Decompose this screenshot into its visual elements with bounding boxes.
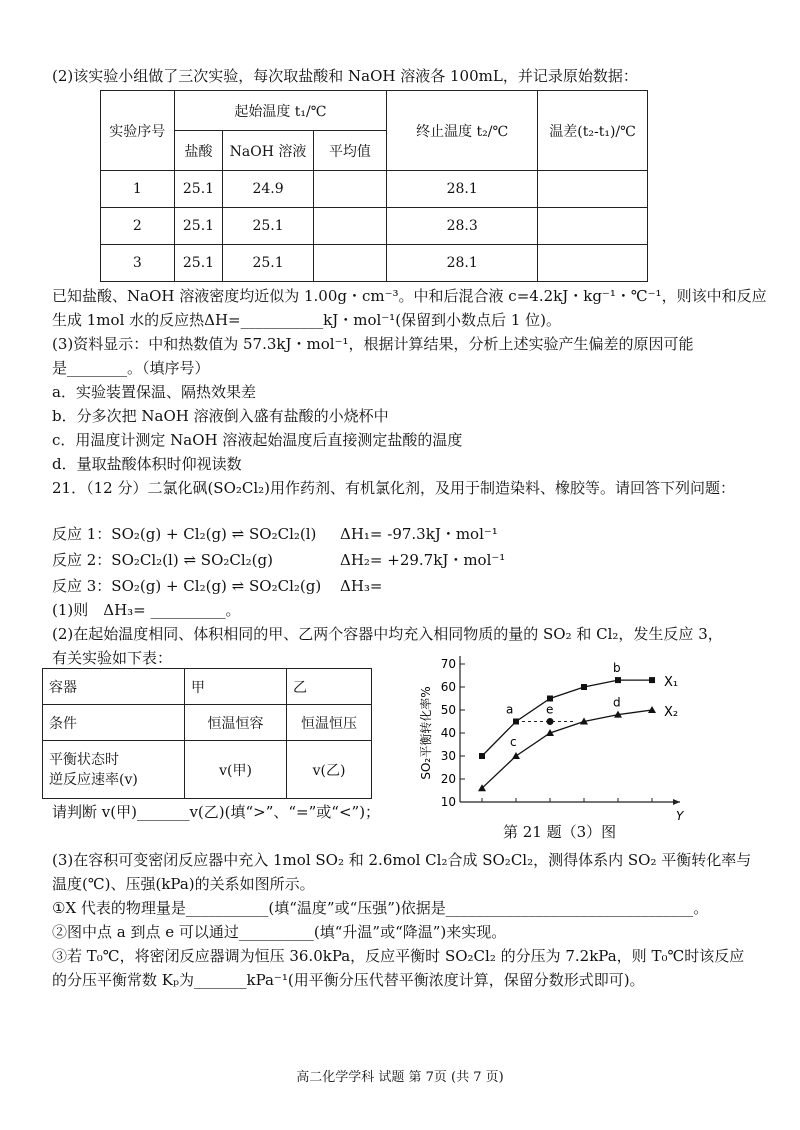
series-label: X₁ bbox=[664, 675, 679, 691]
annotation-e: e bbox=[546, 702, 554, 717]
y-axis-label: SO₂平衡转化率% bbox=[419, 686, 433, 780]
q21-part2a: (2)在起始温度相同、体积相同的甲、乙两个容器中均充入相同物质的量的 SO₂ 和 Cl₂，发生反应 3， bbox=[52, 625, 723, 643]
data-point-triangle bbox=[512, 752, 520, 759]
q3-line1: (3)资料显示：中和热数值为 57.3kJ・mol⁻¹，根据计算结果，分析上述实验产生偏差的原因可能 bbox=[52, 335, 694, 353]
q21-part2c: 请判断 v(甲)_______v(乙)(填“>”、“=”或“<”)； bbox=[52, 803, 381, 821]
q21-part2b: 有关实验如下表： bbox=[52, 649, 173, 667]
option-b: b．分多次把 NaOH 溶液倒入盛有盐酸的小烧杯中 bbox=[52, 407, 389, 425]
reaction-3-dh: ΔH₃= bbox=[340, 577, 383, 595]
y-tick-label: 40 bbox=[440, 726, 456, 740]
data-point-triangle bbox=[648, 706, 656, 713]
q21-intro: 21．（12 分）二氯化砜(SO₂Cl₂)用作药剂、有机氯化剂，及用于制造染料、橡胶等。请回答下列问题： bbox=[52, 479, 736, 497]
reaction-1-dh: ΔH₁= -97.3kJ・mol⁻¹ bbox=[340, 525, 498, 543]
y-tick-label: 50 bbox=[440, 703, 456, 717]
data-point-square bbox=[581, 684, 587, 690]
y-tick-label: 30 bbox=[440, 749, 456, 763]
th-temp-diff: 温差(t₂-t₁)/℃ bbox=[538, 91, 648, 171]
reaction-2-dh: ΔH₂= +29.7kJ・mol⁻¹ bbox=[340, 551, 506, 569]
reaction-3: 反应 3：SO₂(g) + Cl₂(g) ⇌ SO₂Cl₂(g) bbox=[52, 577, 322, 595]
experiment-table bbox=[100, 90, 648, 282]
th-index: 实验序号 bbox=[101, 91, 175, 171]
option-a: a．实验装置保温、隔热效果差 bbox=[52, 383, 256, 401]
th-hcl: 盐酸 bbox=[174, 131, 223, 171]
table-row: 3 25.1 25.1 28.1 bbox=[101, 245, 648, 282]
y-tick-label: 10 bbox=[440, 795, 456, 809]
x-axis-arrow bbox=[673, 799, 680, 805]
data-point-square bbox=[479, 753, 485, 759]
page-footer: 高二化学学科 试题 第 7页 (共 7 页) bbox=[296, 1070, 504, 1085]
th-avg: 平均值 bbox=[313, 131, 387, 171]
y-tick-label: 20 bbox=[440, 772, 456, 786]
data-point-square bbox=[547, 696, 553, 702]
data-point-square bbox=[513, 719, 519, 725]
q2-intro: (2)该实验小组做了三次实验，每次取盐酸和 NaOH 溶液各 100mL，并记录原始数据： bbox=[52, 67, 638, 85]
annotation-d: d bbox=[613, 695, 621, 710]
option-c: c．用温度计测定 NaOH 溶液起始温度后直接测定盐酸的温度 bbox=[52, 431, 463, 449]
table-row: 1 25.1 24.9 28.1 bbox=[101, 171, 648, 208]
option-d: d．量取盐酸体积时仰视读数 bbox=[52, 455, 242, 473]
annotation-c: c bbox=[510, 735, 517, 749]
y-tick-label: 60 bbox=[440, 680, 456, 694]
heat-line: 生成 1mol 水的反应热ΔH=___________kJ・mol⁻¹(保留到小数点后 1 位)。 bbox=[52, 311, 561, 329]
data-point-square bbox=[649, 677, 655, 683]
annotation-a: a bbox=[506, 702, 514, 717]
q3-line2: 是________。（填序号） bbox=[52, 359, 210, 377]
series-line bbox=[482, 680, 652, 756]
q21-part3: (3)在容积可变密闭反应器中充入 1mol SO₂ 和 2.6mol Cl₂合成 SO₂Cl₂，测得体系内 SO₂ 平衡转化率与 bbox=[52, 851, 752, 869]
density-line: 已知盐酸、NaOH 溶液密度均近似为 1.00g・cm⁻³。中和后混合液 c=4.2kJ・kg⁻¹・℃⁻¹，则该中和反应 bbox=[52, 287, 767, 305]
q21-part3-4: 的分压平衡常数 Kₚ为_______kPa⁻¹(用平衡分压代替平衡浓度计算，保留分数形式即可)。 bbox=[52, 971, 645, 989]
q21-part3b: 温度(℃)、压强(kPa)的关系如图所示。 bbox=[52, 875, 315, 893]
th-naoh: NaOH 溶液 bbox=[223, 131, 313, 171]
annotation-b: b bbox=[613, 661, 621, 676]
q21-part1: (1)则 ΔH₃= __________。 bbox=[52, 601, 241, 619]
table-row: 2 25.1 25.1 28.3 bbox=[101, 208, 648, 245]
reaction-1: 反应 1：SO₂(g) + Cl₂(g) ⇌ SO₂Cl₂(l) bbox=[52, 525, 317, 543]
q21-part3-1: ①X 代表的物理量是___________(填“温度”或“压强”)依据是_________________________________。 bbox=[52, 899, 709, 917]
point-e-marker bbox=[547, 718, 554, 725]
y-tick-label: 70 bbox=[440, 657, 456, 671]
container-table: 容器 甲 乙 条件 恒温恒容 恒温恒压 平衡状态时 逆反应速率(v) v(甲) v(乙) bbox=[42, 668, 372, 799]
series-label: X₂ bbox=[664, 705, 679, 720]
reaction-2: 反应 2：SO₂Cl₂(l) ⇌ SO₂Cl₂(g) bbox=[52, 551, 273, 569]
data-point-square bbox=[615, 677, 621, 683]
th-end-temp: 终止温度 t₂/℃ bbox=[387, 91, 538, 171]
q21-part3-3: ③若 T₀℃，将密闭反应器调为恒压 36.0kPa，反应平衡时 SO₂Cl₂ 的分压为 7.2kPa，则 T₀℃时该反应 bbox=[52, 947, 745, 965]
x-axis-label: Y bbox=[676, 809, 684, 823]
q21-part3-2: ②图中点 a 到点 e 可以通过__________(填“升温”或“降温”)来实现。 bbox=[52, 923, 507, 941]
chart-caption: 第 21 题（3）图 bbox=[503, 823, 617, 841]
th-start-temp: 起始温度 t₁/℃ bbox=[174, 91, 387, 131]
